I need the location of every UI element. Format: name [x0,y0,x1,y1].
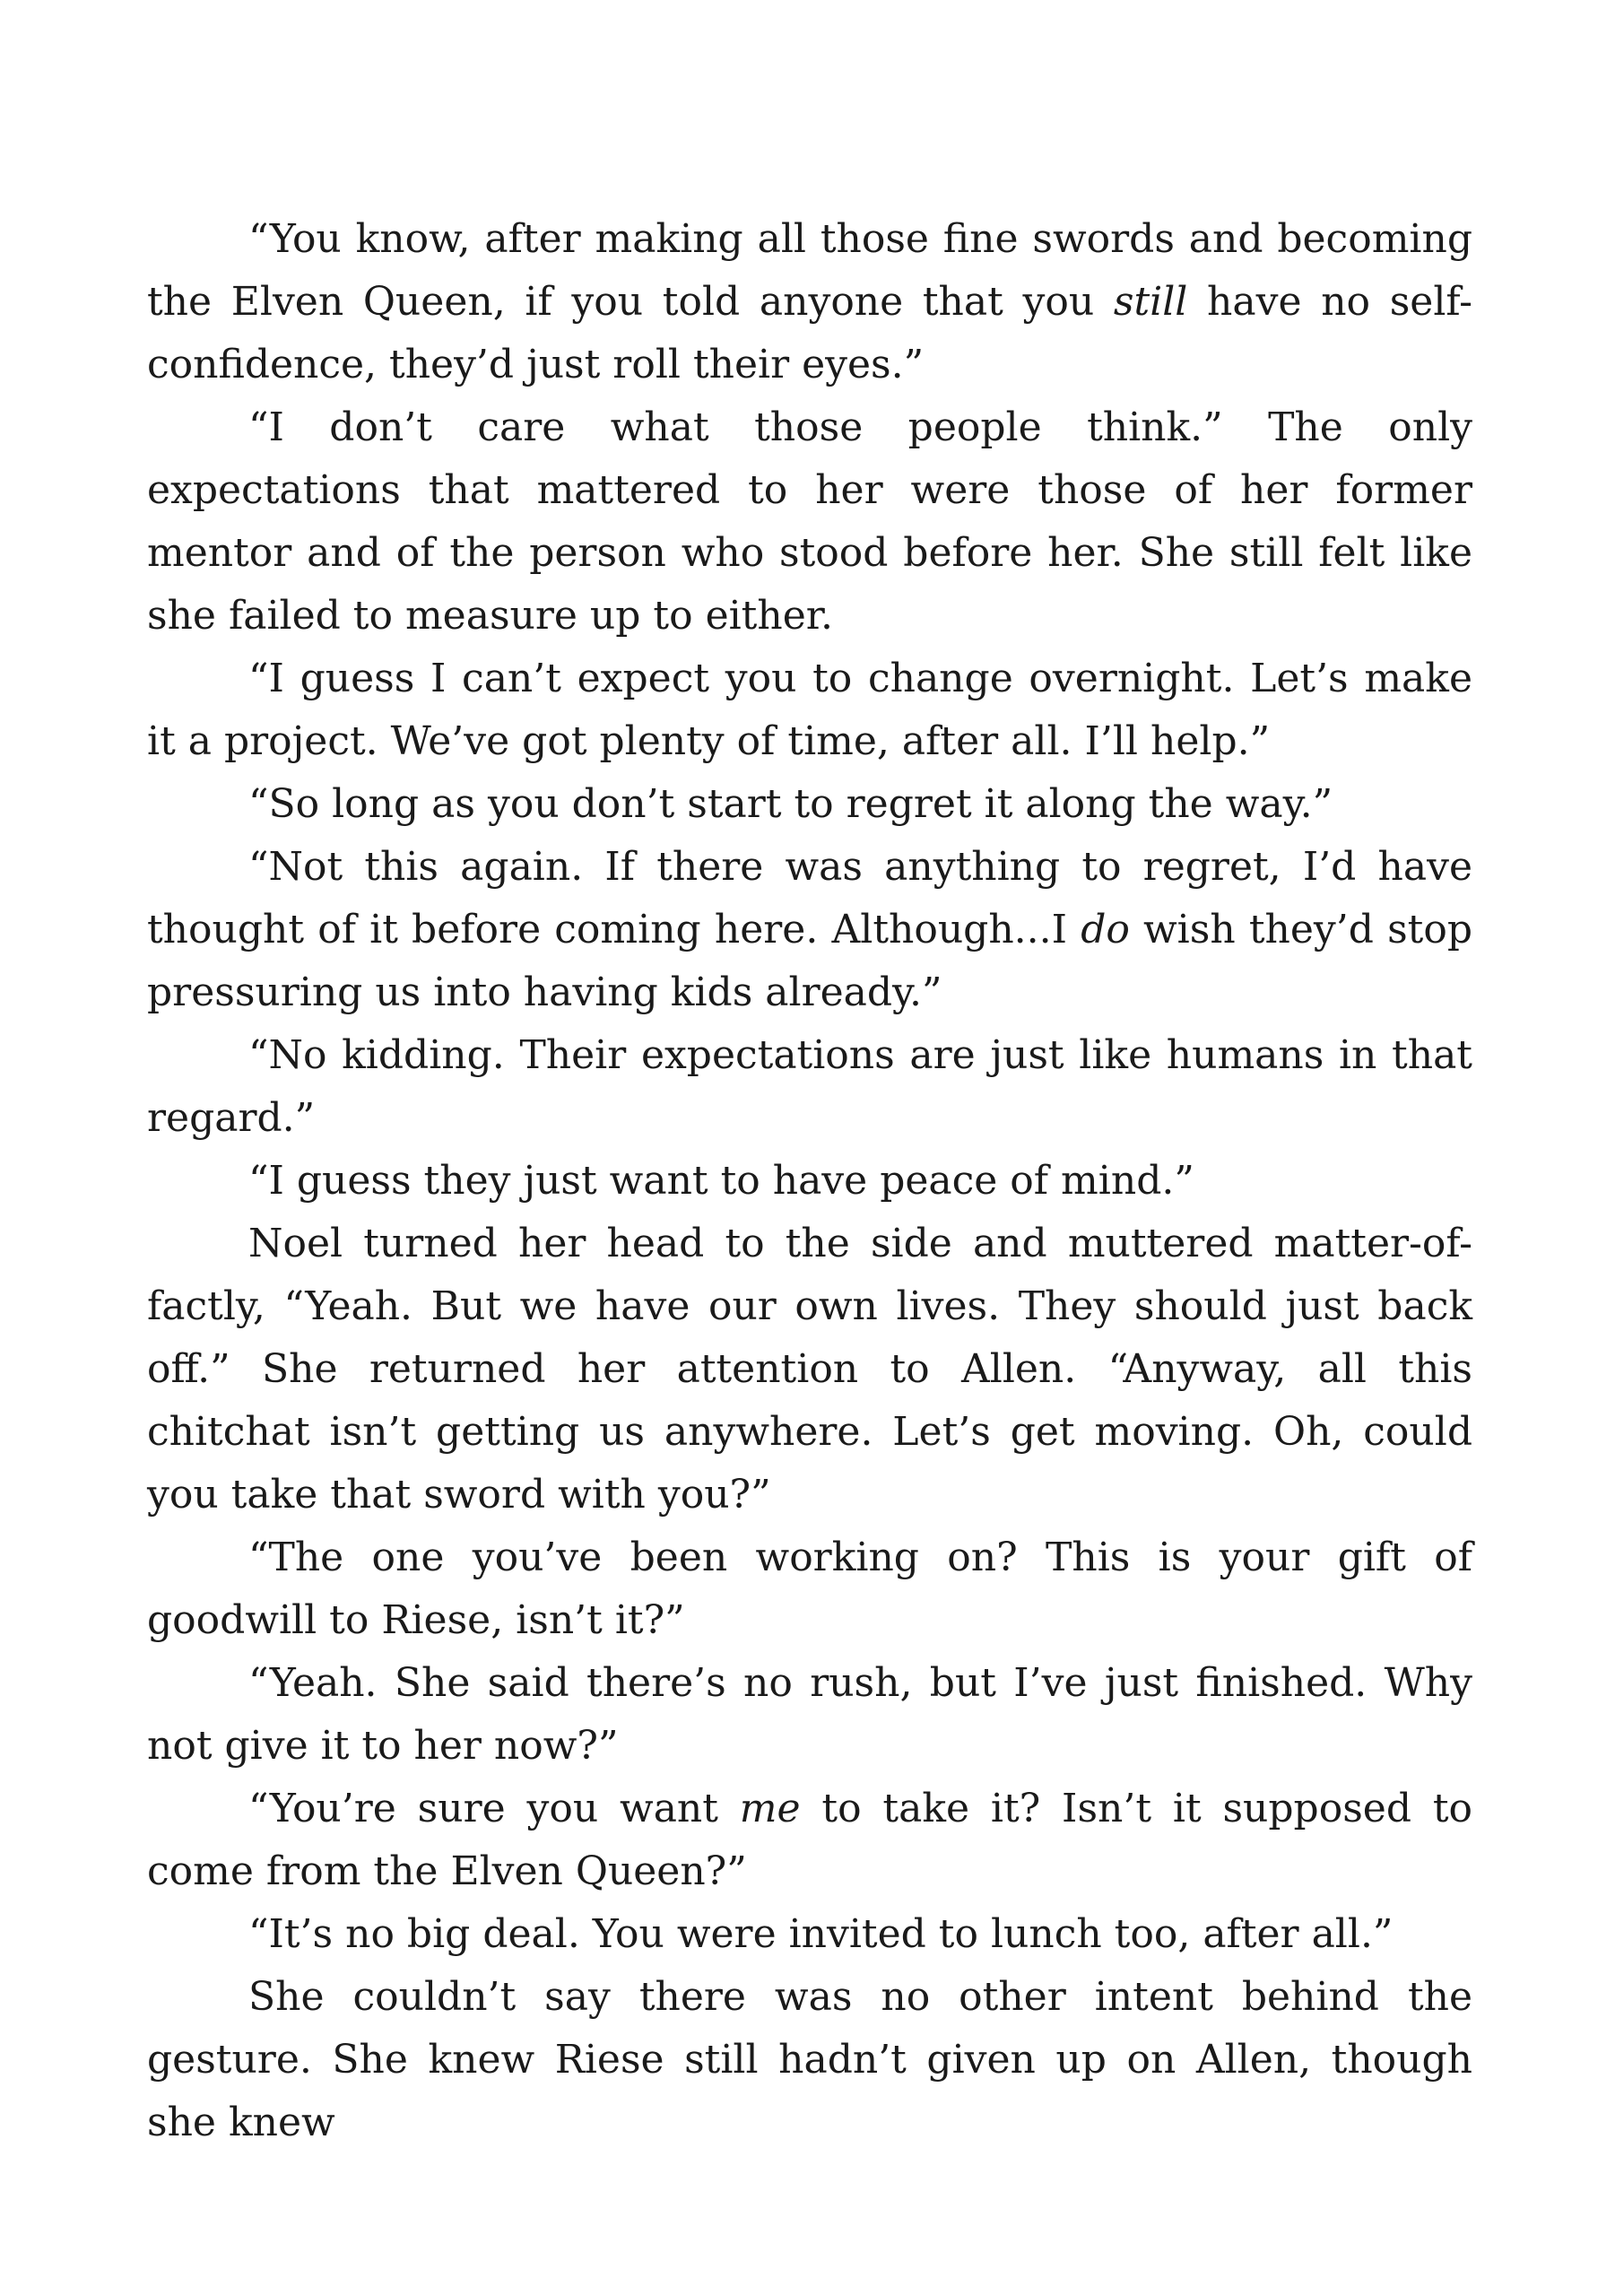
paragraph [147,1966,1472,2154]
emphasis-text: still [1113,279,1188,325]
paragraph [147,1778,1472,1903]
text-run: “You know, after making all those fine swords and becoming the Elven Queen, if you told anyone that you [147,216,1472,325]
paragraph [147,1024,1472,1150]
text-run: “Not this again. If there was anything to regret, I’d have thought of it before coming here. Although...I [147,844,1472,952]
paragraph [147,1150,1472,1213]
text-run: “No kidding. Their expectations are just like humans in that regard.” [147,1032,1472,1141]
text-run: “So long as you don’t start to regret it along the way.” [248,781,1333,827]
text-run: She couldn’t say there was no other intent behind the gesture. She knew Riese still hadn’t given up on Allen, though she knew [147,1974,1472,2145]
paragraph [147,1213,1472,1526]
emphasis-text: me [739,1786,801,1831]
text-run: Noel turned her head to the side and muttered matter-of-factly, “Yeah. But we have our own lives. They should just back off.” She returned her attention to Allen. “Anyway, all this chitchat isn’t getting us anywhere. Let’s get moving. Oh, could you take that sword with you?” [147,1221,1472,1518]
page-body [147,208,1472,2154]
text-run: to take it? Isn’t it supposed to come from the Elven Queen?” [147,1786,1473,1894]
paragraph [147,648,1472,773]
text-run: “You’re sure you want [248,1786,740,1831]
text-run: “I guess I can’t expect you to change overnight. Let’s make it a project. We’ve got plenty of time, after all. I’ll help.” [147,656,1472,764]
paragraph [147,1903,1472,1966]
paragraph [147,773,1472,836]
text-run: “It’s no big deal. You were invited to lunch too, after all.” [248,1911,1394,1957]
paragraph [147,1652,1472,1778]
paragraph [147,396,1472,648]
paragraph [147,1526,1472,1652]
text-run: “I don’t care what those people think.” The only expectations that mattered to her were those of her former mentor and of the person who stood before her. She still felt like she failed to measure up to either. [147,404,1472,639]
text-run: “The one you’ve been working on? This is your gift of goodwill to Riese, isn’t it?” [147,1535,1472,1643]
text-run: “I guess they just want to have peace of mind.” [248,1158,1194,1204]
text-run: “Yeah. She said there’s no rush, but I’ve just finished. Why not give it to her now?” [147,1660,1472,1769]
text-run: wish they’d stop pressuring us into having kids already.” [147,907,1472,1015]
paragraph [147,836,1472,1024]
emphasis-text: do [1081,907,1130,952]
text-run: have no self-confidence, they’d just roll their eyes.” [147,279,1472,387]
paragraph [147,208,1472,396]
